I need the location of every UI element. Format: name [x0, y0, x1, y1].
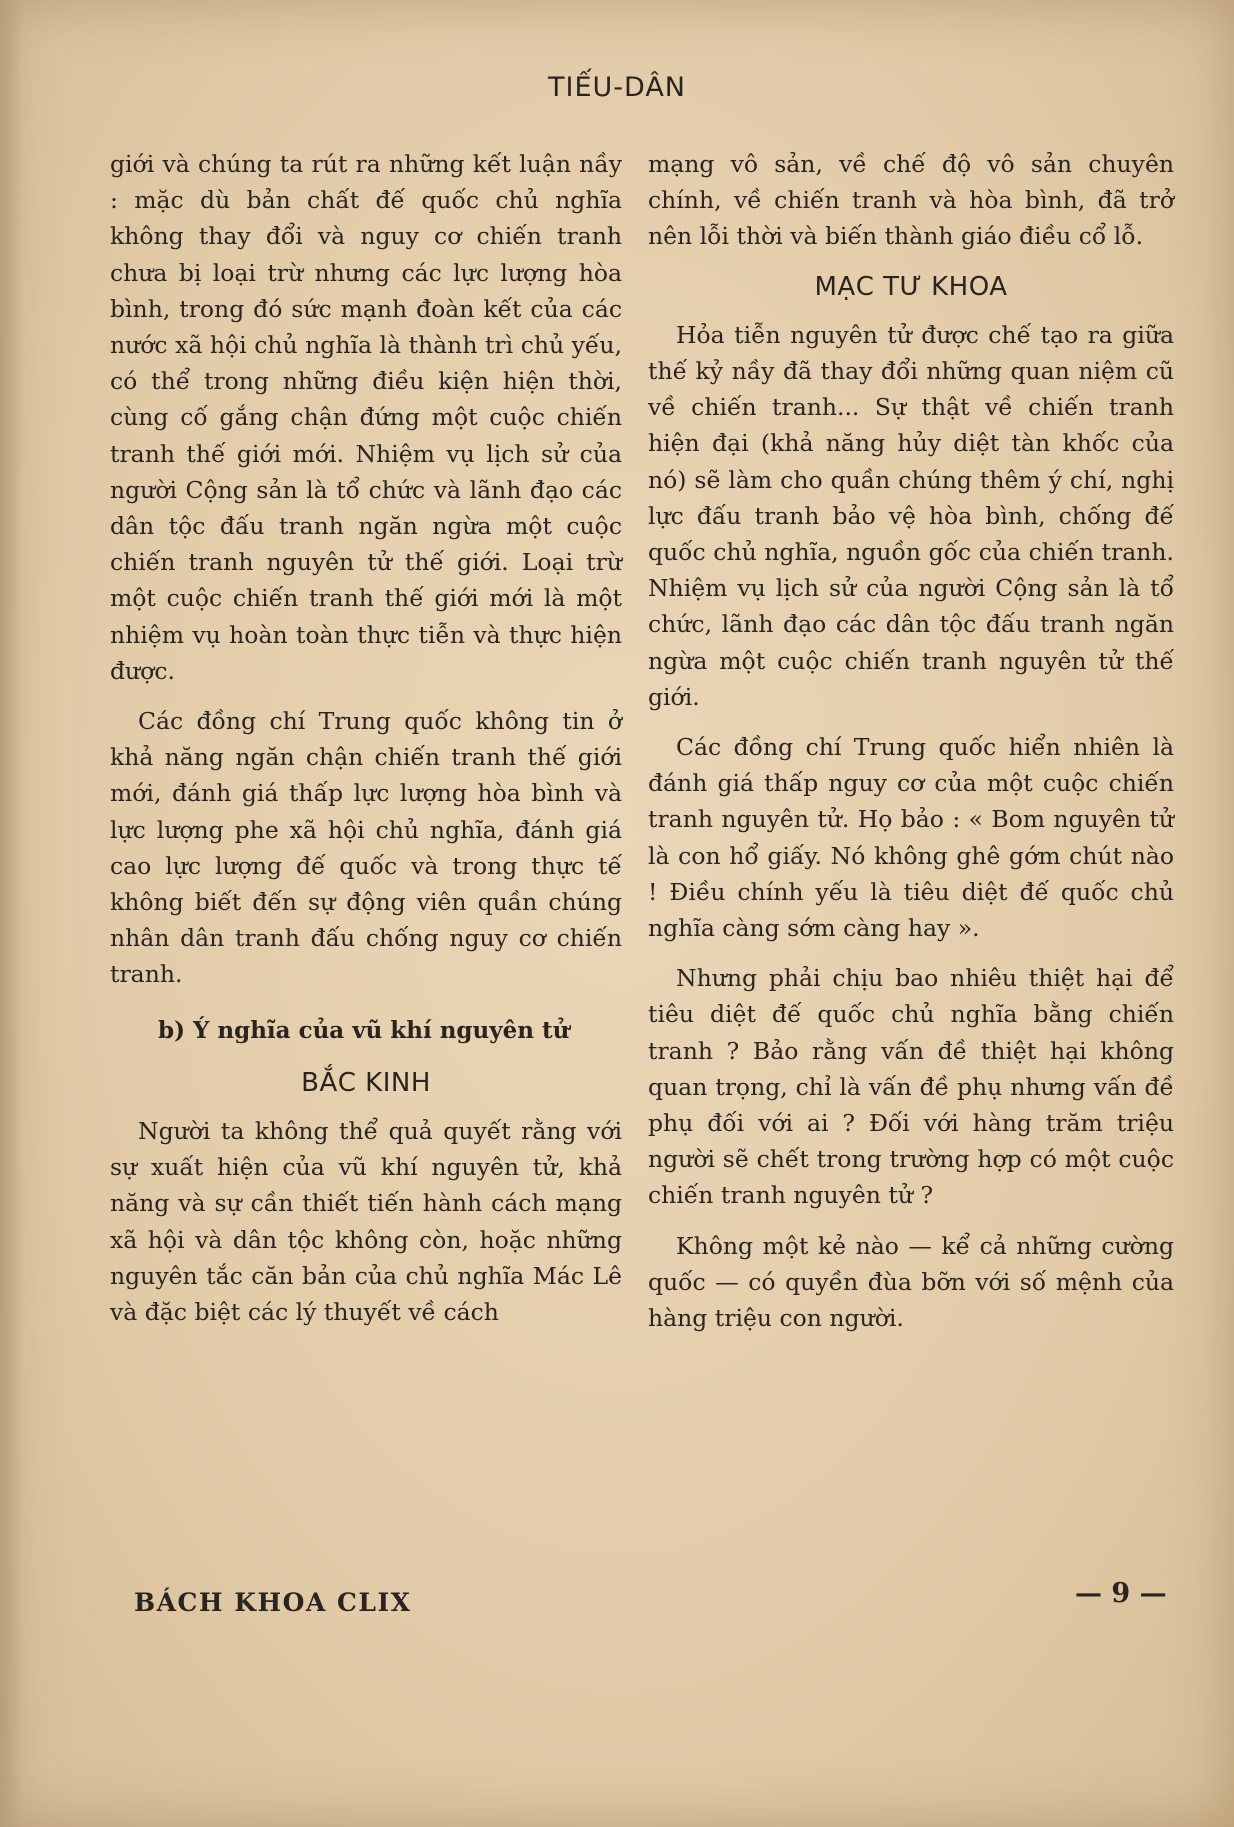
- left-paragraph-1: giới và chúng ta rút ra những kết luận nầy : mặc dù bản chất đế quốc chủ nghĩa không thay đổi và nguy cơ chiến tranh chưa bị loại trừ nhưng các lực lượng hòa bình, trong đó sức mạnh đoàn kết của các nước xã hội chủ nghĩa là thành trì chủ yếu, có thể trong những điều kiện hiện thời, cùng cố gắng chận đứng một cuộc chiến tranh thế giới mới. Nhiệm vụ lịch sử của người Cộng sản là tổ chức và lãnh đạo các dân tộc đấu tranh ngăn ngừa một cuộc chiến tranh nguyên tử thế giới. Loại trừ một cuộc chiến tranh thế giới mới là một nhiệm vụ hoàn toàn thực tiễn và thực hiện được.: [110, 150, 622, 685]
- left-paragraph-2: Các đồng chí Trung quốc không tin ở khả năng ngăn chận chiến tranh thế giới mới, đánh giá thấp lực lượng hòa bình và lực lượng phe xã hội chủ nghĩa, đánh giá cao lực lượng đế quốc và trong thực tế không biết đến sự động viên quần chúng nhân dân tranh đấu chống nguy cơ chiến tranh.: [110, 707, 622, 989]
- left-column: [110, 146, 622, 1344]
- right-column: [648, 146, 1174, 1350]
- speaker-label-moscow: MẠC TƯ KHOA: [814, 271, 1008, 302]
- left-paragraph-3: Người ta không thể quả quyết rằng với sự xuất hiện của vũ khí nguyên tử, khả năng và sự cần thiết tiến hành cách mạng xã hội và dân tộc không còn, hoặc những nguyên tắc căn bản của chủ nghĩa Mác Lê và đặc biệt các lý thuyết về cách: [110, 1117, 622, 1327]
- publication-footer: BÁCH KHOA CLIX: [134, 1588, 412, 1617]
- section-subheading: b) Ý nghĩa của vũ khí nguyên tử: [158, 1016, 570, 1044]
- right-paragraph-1: mạng vô sản, về chế độ vô sản chuyên chính, về chiến tranh và hòa bình, đã trở nên lỗi thời và biến thành giáo điều cổ lỗ.: [648, 150, 1174, 251]
- page-binding-edge: [0, 0, 22, 1827]
- page-number: — 9 —: [1075, 1578, 1167, 1609]
- running-header: TIẾU-DÂN: [547, 72, 686, 103]
- right-paragraph-5: Không một kẻ nào — kể cả những cường quốc — có quyền đùa bỡn với số mệnh của hàng triệu con người.: [648, 1231, 1174, 1333]
- right-paragraph-3: Các đồng chí Trung quốc hiển nhiên là đánh giá thấp nguy cơ của một cuộc chiến tranh nguyên tử. Họ bảo : « Bom nguyên tử là con hổ giấy. Nó không ghê gớm chút nào ! Điều chính yếu là tiêu diệt đế quốc chủ nghĩa càng sớm càng hay ».: [648, 733, 1174, 943]
- right-paragraph-2: Hỏa tiễn nguyên tử được chế tạo ra giữa thế kỷ nầy đã thay đổi những quan niệm cũ về chiến tranh... Sự thật về chiến tranh hiện đại (khả năng hủy diệt tàn khốc của nó) sẽ làm cho quần chúng thêm ý chí, nghị lực đấu tranh bảo vệ hòa bình, chống đế quốc chủ nghĩa, nguồn gốc của chiến tranh. Nhiệm vụ lịch sử của người Cộng sản là tổ chức, lãnh đạo các dân tộc đấu tranh ngăn ngừa một cuộc chiến tranh nguyên tử thế giới.: [648, 320, 1174, 711]
- speaker-label-beijing: BẮC KINH: [301, 1067, 431, 1098]
- right-paragraph-4: Nhưng phải chịu bao nhiêu thiệt hại để tiêu diệt đế quốc chủ nghĩa bằng chiến tranh ? Bảo rằng vấn đề thiệt hại không quan trọng, chỉ là vấn đề phụ nhưng vấn đề phụ đối với ai ? Đối với hàng trăm triệu người sẽ chết trong trường hợp có một cuộc chiến tranh nguyên tử ?: [648, 964, 1174, 1210]
